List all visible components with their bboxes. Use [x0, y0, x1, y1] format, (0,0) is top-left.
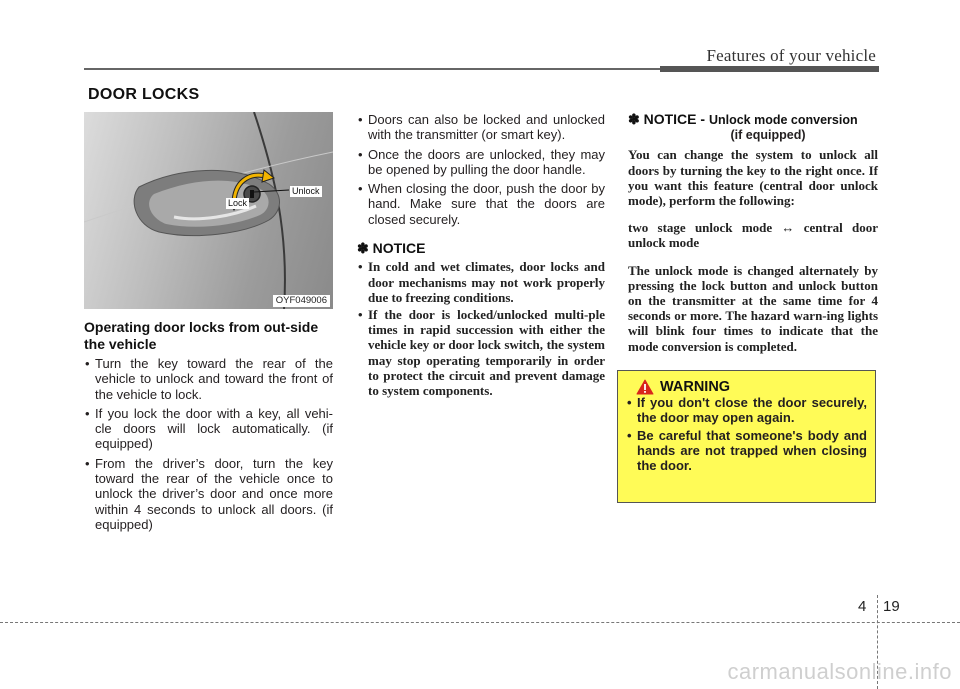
- list-item: • Once the doors are unlocked, they may be opened by pulling the door handle.: [357, 147, 605, 178]
- list-item: • If the door is locked/unlocked multi-ple times in rapid succession with either the vehicle key or door lock switch, the system may stop operating temporarily in order to protect the circuit and prevent damage to system components.: [357, 307, 605, 398]
- notice-subtitle-equipped: (if equipped): [730, 128, 806, 142]
- notice-list: [357, 259, 605, 398]
- header-bar: [660, 66, 879, 72]
- notice-title: ✽ NOTICE -: [628, 111, 706, 127]
- column-left: [84, 112, 333, 536]
- warning-title: WARNING: [660, 379, 731, 395]
- paragraph: You can change the system to unlock all doors by turning the key to the right once. If you want this feature (central door unlock mode), perform the following:: [628, 147, 878, 208]
- list-item: • In cold and wet climates, door locks and door mechanisms may not work properly due to freezing conditions.: [357, 259, 605, 305]
- figure-code: OYF049006: [273, 295, 330, 307]
- warning-triangle-icon: [636, 379, 654, 395]
- running-header: Features of your vehicle: [706, 46, 876, 65]
- warning-box: [617, 370, 876, 503]
- column-middle: [357, 112, 605, 400]
- chapter-number: 4: [858, 598, 867, 615]
- section-title: DOOR LOCKS: [88, 86, 200, 103]
- warning-list: [626, 395, 867, 473]
- column-right: [628, 112, 878, 366]
- paragraph: two stage unlock mode ↔ central door unlock mode: [628, 220, 878, 251]
- subheading: Operating door locks from out-side the vehicle: [84, 319, 319, 352]
- list-item: • From the driver’s door, turn the key toward the rear of the vehicle once to unlock the driver’s door and once more within 4 seconds to unlock all doors. (if equipped): [84, 456, 333, 532]
- door-handle-photo: [84, 112, 333, 309]
- warning-heading: [636, 379, 867, 395]
- list-item: • Doors can also be locked and unlocked with the transmitter (or smart key).: [357, 112, 605, 143]
- list-item: • Turn the key toward the rear of the vehicle to unlock and toward the front of the vehicle to lock.: [84, 356, 333, 402]
- door-handle-illustration: [84, 112, 333, 309]
- lock-label: Lock: [228, 198, 248, 208]
- bullet-list: [357, 112, 605, 227]
- footer-rule: [0, 622, 960, 623]
- unlock-label: Unlock: [292, 186, 320, 196]
- notice-heading: [628, 112, 878, 128]
- notice-subtitle: Unlock mode conversion: [708, 113, 858, 127]
- list-item: • If you don't close the door securely, the door may open again.: [626, 395, 867, 425]
- paragraph: The unlock mode is changed alternately by pressing the lock button and unlock button on the transmitter at the same time for 4 seconds or more. The hazard warn-ing lights will blink four times to indicate that the mode conversion is completed.: [628, 262, 878, 354]
- watermark: carmanualsonline.info: [727, 659, 952, 684]
- notice-heading: ✽ NOTICE: [357, 240, 426, 257]
- bullet-list: [84, 356, 333, 532]
- page-number: 19: [883, 598, 900, 615]
- list-item: • If you lock the door with a key, all vehi-cle doors will lock automatically. (if equipped): [84, 406, 333, 452]
- list-item: • When closing the door, push the door by hand. Make sure that the doors are closed securely.: [357, 181, 605, 227]
- list-item: • Be careful that someone's body and hands are not trapped when closing the door.: [626, 428, 867, 473]
